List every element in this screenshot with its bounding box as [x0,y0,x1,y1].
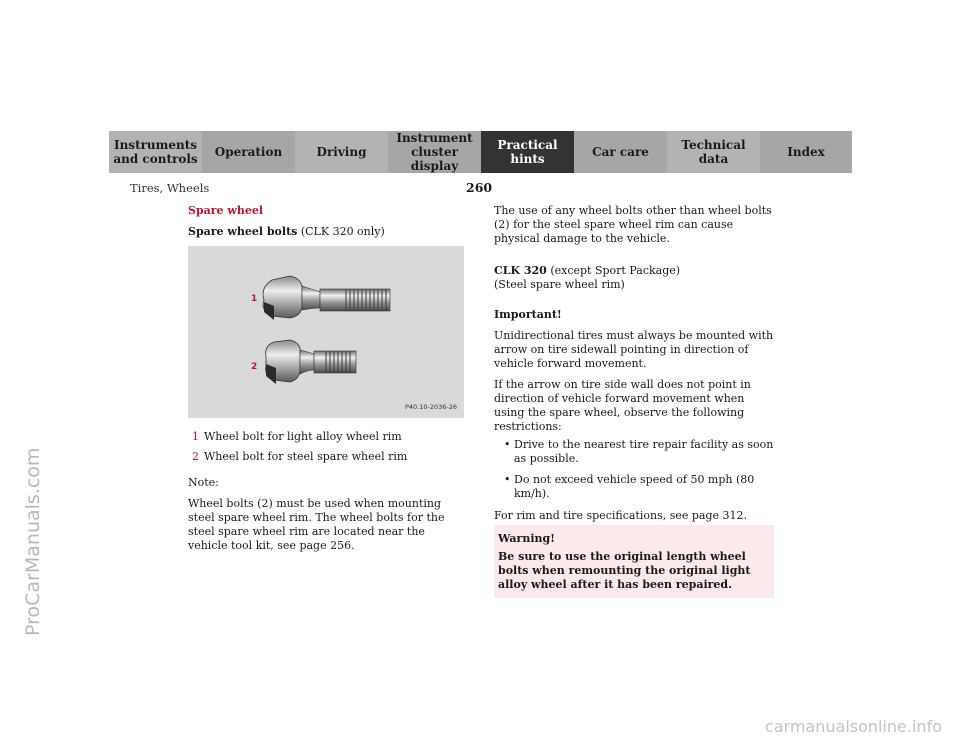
warning-title: Warning! [498,532,556,545]
model-line [494,264,774,278]
model-qualifier: (except Sport Package) [546,264,681,277]
model-name: CLK 320 [494,264,547,277]
warning-box [494,525,774,598]
note-label: Note: [188,476,219,489]
list-item: • Do not exceed vehicle speed of 50 mph (80 km/h). [504,473,774,501]
subheading-bold: Spare wheel bolts [188,225,298,238]
page-number: 260 [466,180,493,195]
tab-instrument-cluster-display[interactable]: Instrument cluster display [388,131,481,173]
right-column [494,204,774,598]
tab-technical-data[interactable]: Technical data [667,131,760,173]
subheading-rest: (CLK 320 only) [297,225,385,238]
note-text: Wheel bolts (2) must be used when mounting steel spare wheel rim. The wheel bolts for the steel spare wheel rim are located near the vehicle tool kit, see page 256. [188,497,445,552]
intro-text: The use of any wheel bolts other than wheel bolts (2) for the steel spare wheel rim can cause physical damage to the vehicle. [494,204,772,245]
bolt-1 [263,276,390,320]
legend-number: 2 [192,450,199,463]
spare-wheel-heading: Spare wheel [188,204,264,217]
restrictions-list [504,438,774,501]
legend-number: 1 [192,430,199,443]
important-text: Unidirectional tires must always be mounted with arrow on tire sidewall pointing in direction of vehicle forward movement. [494,329,774,370]
model-line-2: (Steel spare wheel rim) [494,278,625,291]
important-label: Important! [494,308,562,321]
tab-driving[interactable]: Driving [295,131,388,173]
tab-practical-hints[interactable]: Practical hints [481,131,574,173]
tab-instruments-and-controls[interactable]: Instruments and controls [109,131,202,173]
bottom-watermark: carmanualsonline.info [764,717,942,736]
arrow-text: If the arrow on tire side wall does not point in direction of vehicle forward movement when using the spare wheel, observe the following restrictions: [494,378,751,433]
bolt-2 [266,340,356,384]
chapter-nav [109,131,852,173]
legend-item-1 [188,430,466,444]
left-column [188,204,466,560]
side-watermark: ProCarManuals.com [22,447,44,636]
tab-car-care[interactable]: Car care [574,131,667,173]
callout-1: 1 [251,294,258,304]
legend-text: Wheel bolt for light alloy wheel rim [204,430,402,443]
warning-text: Be sure to use the original length wheel bolts when remounting the original light alloy wheel after it has been repaired. [498,550,751,591]
section-title: Tires, Wheels [130,181,210,195]
callout-2: 2 [251,362,258,372]
wheel-bolts-illustration [188,246,464,418]
tab-index[interactable]: Index [760,131,852,173]
spec-text: For rim and tire specifications, see page 312. [494,509,748,522]
wheel-bolts-figure [188,246,464,418]
spare-wheel-bolts-subheading [188,225,466,239]
list-item: • Drive to the nearest tire repair facility as soon as possible. [504,438,774,466]
legend-text: Wheel bolt for steel spare wheel rim [204,450,408,463]
figure-code: P40.10-2036-26 [404,403,457,411]
legend-item-2 [188,450,466,464]
tab-operation[interactable]: Operation [202,131,295,173]
